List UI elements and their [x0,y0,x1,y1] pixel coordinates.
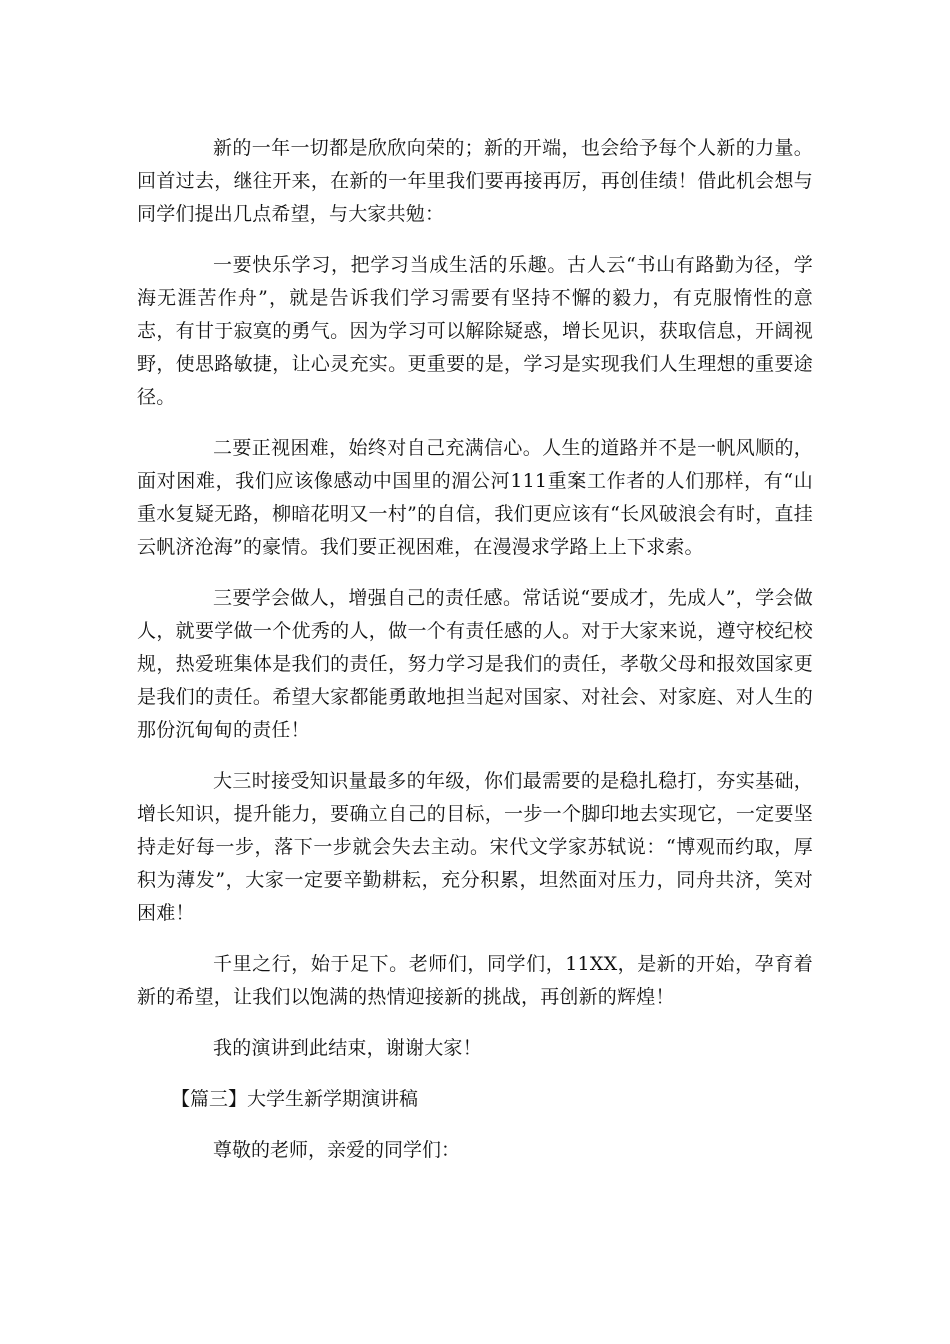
paragraph-point-two: 二要正视困难，始终对自己充满信心。人生的道路并不是一帆风顺的，面对困难，我们应该像感动中国里的湄公河111重案工作者的人们那样，有“山重水复疑无路，柳暗花明又一村”的自信，我们更应该有“长风破浪会有时，直挂云帆济沧海”的豪情。我们要正视困难，在漫漫求学路上上下求索。 [137,437,813,558]
paragraph-end: 我的演讲到此结束，谢谢大家！ [213,1037,482,1059]
paragraph-closing: 千里之行，始于足下。老师们，同学们，11XX，是新的开始，孕育着新的希望，让我们以饱满的热情迎接新的挑战，再创新的辉煌！ [137,953,813,1008]
paragraph-point-three: 三要学会做人，增强自己的责任感。常话说“要成才，先成人”，学会做人，就要学做一个优秀的人，做一个有责任感的人。对于大家来说，遵守校纪校规，热爱班集体是我们的责任，努力学习是我们的责任，孝敬父母和报效国家更是我们的责任。希望大家都能勇敢地担当起对国家、对社会、对家庭、对人生的那份沉甸甸的责任！ [137,587,813,741]
section-heading: 【篇三】大学生新学期演讲稿 [171,1088,419,1110]
paragraph-point-one: 一要快乐学习，把学习当成生活的乐趣。古人云“书山有路勤为径，学海无涯苦作舟”，就是告诉我们学习需要有坚持不懈的毅力，有克服惰性的意志，有甘于寂寞的勇气。因为学习可以解除疑惑，增长见识，获取信息，开阔视野，使思路敏捷，让心灵充实。更重要的是，学习是实现我们人生理想的重要途径。 [137,254,813,408]
document-page [137,132,813,1167]
paragraph-junior-year: 大三时接受知识量最多的年级，你们最需要的是稳扎稳打，夯实基础，增长知识，提升能力，要确立自己的目标，一步一个脚印地去实现它，一定要坚持走好每一步，落下一步就会失去主动。宋代文学家苏轼说：“博观而约取，厚积为薄发”，大家一定要辛勤耕耘，充分积累，坦然面对压力，同舟共济，笑对困难！ [137,770,813,924]
salutation: 尊敬的老师，亲爱的同学们： [213,1139,461,1161]
paragraph-intro: 新的一年一切都是欣欣向荣的；新的开端，也会给予每个人新的力量。回首过去，继往开来，在新的一年里我们要再接再厉，再创佳绩！借此机会想与同学们提出几点希望，与大家共勉： [137,137,813,225]
